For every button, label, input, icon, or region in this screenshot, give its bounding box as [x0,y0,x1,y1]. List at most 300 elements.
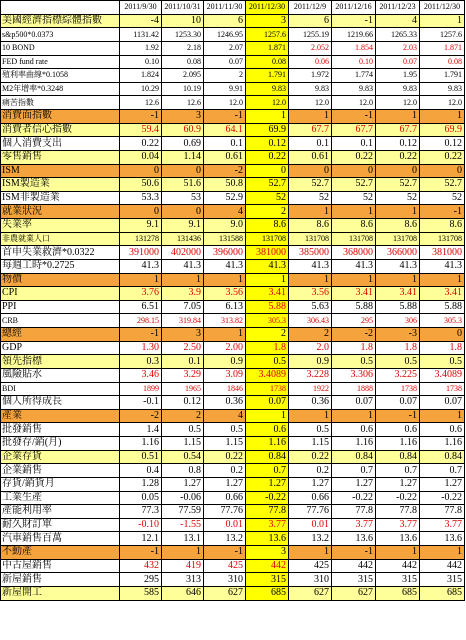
table-row [1,55,465,69]
cell-value: 1.15 [289,437,332,451]
table-row [1,14,465,28]
cell-value: 131708 [246,232,289,246]
table-row [1,69,465,83]
row-label: 批發銷售 [1,423,120,437]
row-label: 痛苦指數 [1,96,120,110]
table-row [1,409,465,423]
cell-value: 1 [204,328,246,342]
cell-value: -2 [120,409,162,423]
cell-value: 6.13 [204,300,246,314]
cell-value: 0.07 [376,396,420,410]
table-row [1,396,465,410]
cell-value: 385000 [289,246,332,260]
cell-value: -0.22 [420,491,465,505]
cell-value: 0.10 [120,55,162,69]
date-header: 2011/12/30 [246,1,289,15]
cell-value: 306.43 [289,314,332,328]
cell-value: 1 [289,546,332,560]
cell-value: 0.5 [376,355,420,369]
cell-value: 1 [289,205,332,219]
cell-value: 7.05 [162,300,204,314]
cell-value: 59.4 [120,123,162,137]
cell-value: 0.5 [246,355,289,369]
cell-value: 368000 [332,246,376,260]
cell-value: 13.1 [162,532,204,546]
cell-value: 305.3 [420,314,465,328]
cell-value: 1922 [289,382,332,396]
cell-value: 2 [204,69,246,83]
cell-value: 0.36 [289,396,332,410]
cell-value: 0 [420,164,465,178]
cell-value: 1 [289,409,332,423]
cell-value: 0 [162,164,204,178]
cell-value: 52.7 [289,178,332,192]
cell-value: 5.88 [420,300,465,314]
cell-value: -1 [120,328,162,342]
cell-value: 52.7 [332,178,376,192]
cell-value: 9.83 [332,82,376,96]
cell-value: 3 [162,328,204,342]
cell-value: 425 [204,559,246,573]
cell-value: -0.22 [376,491,420,505]
cell-value: 685 [376,586,420,600]
table-row [1,423,465,437]
cell-value: 67.7 [332,123,376,137]
cell-value: 9.83 [289,82,332,96]
cell-value: 12.1 [120,532,162,546]
cell-value: 41.3 [376,259,420,273]
cell-value: 131708 [332,232,376,246]
cell-value: 442 [332,559,376,573]
cell-value: 0.5 [162,423,204,437]
cell-value: 1738 [246,382,289,396]
cell-value: 77.59 [162,505,204,519]
cell-value: 0.8 [162,464,204,478]
cell-value: 1 [332,273,376,287]
table-row [1,150,465,164]
cell-value: -1.55 [162,518,204,532]
cell-value: 41.3 [420,259,465,273]
cell-value: 627 [289,586,332,600]
table-row [1,464,465,478]
cell-value: 1265.33 [376,28,420,42]
cell-value: 1.972 [289,69,332,83]
table-row [1,300,465,314]
cell-value: 10.29 [120,82,162,96]
row-label: 不動產 [1,546,120,560]
table-row [1,491,465,505]
cell-value: 0.2 [289,464,332,478]
cell-value: 1 [289,273,332,287]
cell-value: 41.3 [246,259,289,273]
cell-value: 646 [162,586,204,600]
cell-value: 627 [204,586,246,600]
table-row [1,450,465,464]
cell-value: 131708 [420,232,465,246]
cell-value: 315 [246,573,289,587]
row-label: CRB [1,314,120,328]
cell-value: 5.88 [332,300,376,314]
cell-value: 1.27 [420,477,465,491]
cell-value: 3.4089 [420,368,465,382]
cell-value: 0.01 [289,518,332,532]
cell-value: 1.16 [246,437,289,451]
table-row [1,586,465,600]
cell-value: 41.3 [162,259,204,273]
cell-value: 1 [376,110,420,124]
cell-value: -1 [332,110,376,124]
cell-value: 1.791 [420,69,465,83]
cell-value: 0 [162,205,204,219]
cell-value: 3.41 [332,287,376,301]
cell-value: 1.15 [204,437,246,451]
row-label: CPI [1,287,120,301]
cell-value: 685 [420,586,465,600]
cell-value: 1.871 [246,41,289,55]
table-row [1,219,465,233]
cell-value: 9.91 [204,82,246,96]
cell-value: -0.10 [120,518,162,532]
cell-value: 3.9 [162,287,204,301]
cell-value: 1.871 [420,41,465,55]
cell-value: 0.3 [120,355,162,369]
table-row [1,287,465,301]
cell-value: 3.56 [204,287,246,301]
cell-value: 1 [376,205,420,219]
table-row [1,505,465,519]
cell-value: 1 [420,110,465,124]
table-row [1,355,465,369]
cell-value: 3.56 [289,287,332,301]
table-row [1,232,465,246]
cell-value: 0 [246,164,289,178]
cell-value: 8.6 [246,219,289,233]
cell-value: 1 [246,273,289,287]
cell-value: 0 [120,164,162,178]
cell-value: 0.7 [420,464,465,478]
cell-value: 1.27 [289,477,332,491]
cell-value: -4 [120,14,162,28]
cell-value: 627 [332,586,376,600]
table-row [1,96,465,110]
cell-value: 1.8 [332,341,376,355]
cell-value: 295 [120,573,162,587]
cell-value: 1 [332,409,376,423]
cell-value: 3.09 [204,368,246,382]
cell-value: 3.225 [376,368,420,382]
cell-value: 2.00 [204,341,246,355]
cell-value: 4 [204,205,246,219]
cell-value: 52.7 [246,178,289,192]
cell-value: 0.22 [332,150,376,164]
cell-value: 0.01 [204,518,246,532]
cell-value: 0.69 [162,137,204,151]
table-row [1,546,465,560]
cell-value: -1 [120,110,162,124]
table-row [1,341,465,355]
cell-value: 0.04 [120,150,162,164]
cell-value: 0.6 [420,423,465,437]
cell-value: 305.3 [246,314,289,328]
cell-value: 0.9 [289,355,332,369]
cell-value: 2.0 [289,341,332,355]
cell-value: 10 [162,14,204,28]
cell-value: 13.6 [376,532,420,546]
cell-value: 0.7 [332,464,376,478]
table-row [1,573,465,587]
cell-value: 0.6 [376,423,420,437]
cell-value: -3 [376,328,420,342]
cell-value: 77.8 [246,505,289,519]
cell-value: 0.61 [289,150,332,164]
cell-value: 2 [246,205,289,219]
cell-value: -2 [204,164,246,178]
cell-value: 41.3 [289,259,332,273]
cell-value: 1 [376,546,420,560]
cell-value: 0.5 [332,355,376,369]
cell-value: -1 [204,110,246,124]
cell-value: 52.7 [420,178,465,192]
cell-value: 0.22 [246,150,289,164]
date-header: 2011/11/30 [204,1,246,15]
row-label: GDP [1,341,120,355]
cell-value: 3.77 [376,518,420,532]
cell-value: 0.54 [162,450,204,464]
cell-value: 402000 [162,246,204,260]
cell-value: 0.22 [376,150,420,164]
cell-value: 366000 [376,246,420,260]
cell-value: 0.07 [246,396,289,410]
cell-value: 1 [120,273,162,287]
cell-value: 1.28 [120,477,162,491]
cell-value: 52 [376,191,420,205]
cell-value: 12.0 [420,96,465,110]
table-row [1,477,465,491]
cell-value: -1 [332,546,376,560]
cell-value: 1.27 [162,477,204,491]
cell-value: 0.22 [420,150,465,164]
cell-value: 0.1 [289,137,332,151]
cell-value: 12.0 [332,96,376,110]
cell-value: 77.3 [120,505,162,519]
cell-value: -0.22 [246,491,289,505]
cell-value: -2 [332,328,376,342]
cell-value: 396000 [204,246,246,260]
row-label: 個人消費支出 [1,137,120,151]
cell-value: 8.6 [376,219,420,233]
date-header: 2011/12/23 [376,1,420,15]
cell-value: 315 [332,573,376,587]
table-row [1,559,465,573]
cell-value: 1 [162,546,204,560]
cell-value: 13.6 [246,532,289,546]
cell-value: 0.5 [204,423,246,437]
cell-value: 585 [120,586,162,600]
cell-value: 313 [162,573,204,587]
cell-value: 0.7 [376,464,420,478]
cell-value: 1738 [376,382,420,396]
row-label: 消費者信心指數 [1,123,120,137]
cell-value: 1.27 [204,477,246,491]
row-label: 批發存/銷(月) [1,437,120,451]
cell-value: 306 [376,314,420,328]
cell-value: 41.3 [120,259,162,273]
cell-value: 0.08 [420,55,465,69]
cell-value: 52 [246,191,289,205]
cell-value: 1899 [120,382,162,396]
row-label: 消費面指數 [1,110,120,124]
cell-value: 2 [162,409,204,423]
cell-value: 1.95 [376,69,420,83]
table-row [1,382,465,396]
cell-value: 3.41 [420,287,465,301]
cell-value: 0.5 [289,423,332,437]
cell-value: 2.052 [289,41,332,55]
cell-value: 1.92 [120,41,162,55]
cell-value: 52 [289,191,332,205]
row-label: BDI [1,382,120,396]
table-row [1,368,465,382]
cell-value: 0.66 [204,491,246,505]
cell-value: 2 [289,328,332,342]
cell-value: 1.14 [162,150,204,164]
cell-value: 13.6 [332,532,376,546]
table-row [1,314,465,328]
row-label: 中古屋銷售 [1,559,120,573]
cell-value: 9.1 [162,219,204,233]
cell-value: 0.10 [332,55,376,69]
row-label: 存貨/銷貨月 [1,477,120,491]
cell-value: 0.1 [162,355,204,369]
cell-value: 419 [162,559,204,573]
row-label: 領先指標 [1,355,120,369]
cell-value: 0 [420,328,465,342]
table-row [1,28,465,42]
cell-value: 1965 [162,382,204,396]
date-header: 2011/10/31 [162,1,204,15]
cell-value: 1 [162,273,204,287]
cell-value: 53 [162,191,204,205]
row-label: 殖利率曲線*0.1058 [1,69,120,83]
cell-value: 10.19 [162,82,204,96]
cell-value: 0.84 [332,450,376,464]
cell-value: 12.0 [376,96,420,110]
cell-value: 1 [289,110,332,124]
cell-value: 13.6 [420,532,465,546]
cell-value: 52 [332,191,376,205]
cell-value: 1.16 [376,437,420,451]
table-row [1,191,465,205]
cell-value: 53.3 [120,191,162,205]
cell-value: 1 [204,273,246,287]
cell-value: 3.29 [162,368,204,382]
cell-value: 1.791 [246,69,289,83]
cell-value: 67.7 [289,123,332,137]
cell-value: 1 [246,110,289,124]
cell-value: 425 [289,559,332,573]
cell-value: 1219.66 [332,28,376,42]
cell-value: 1 [420,409,465,423]
cell-value: 1738 [420,382,465,396]
cell-value: 131708 [289,232,332,246]
table-row [1,273,465,287]
cell-value: 0.07 [332,396,376,410]
cell-value: 3.41 [376,287,420,301]
cell-value: 1257.6 [420,28,465,42]
header-corner [1,1,120,15]
cell-value: 0.4 [120,464,162,478]
cell-value: 60.9 [162,123,204,137]
cell-value: 0 [332,164,376,178]
cell-value: 3 [246,14,289,28]
cell-value: 442 [420,559,465,573]
cell-value: 315 [376,573,420,587]
cell-value: 1.27 [376,477,420,491]
table-row [1,532,465,546]
table-row [1,164,465,178]
cell-value: 64.1 [204,123,246,137]
row-label: 耐久財訂單 [1,518,120,532]
cell-value: -1 [376,409,420,423]
cell-value: 1.8 [376,341,420,355]
cell-value: 3.77 [420,518,465,532]
table-row [1,328,465,342]
cell-value: 41.3 [204,259,246,273]
cell-value: 12.6 [120,96,162,110]
row-label: ISM [1,164,120,178]
cell-value: 0 [289,164,332,178]
cell-value: 77.8 [332,505,376,519]
cell-value: 3 [162,110,204,124]
cell-value: 0.22 [289,450,332,464]
cell-value: 0.9 [204,355,246,369]
table-row [1,41,465,55]
row-label: s&p500*0.0373 [1,28,120,42]
row-label: 風險貼水 [1,368,120,382]
cell-value: 13.2 [289,532,332,546]
cell-value: 0.7 [246,464,289,478]
cell-value: 131278 [120,232,162,246]
cell-value: 0.36 [204,396,246,410]
cell-value: 4 [204,409,246,423]
cell-value: 52.7 [376,178,420,192]
table-row [1,246,465,260]
cell-value: 315 [420,573,465,587]
cell-value: 442 [246,559,289,573]
table-row [1,205,465,219]
table-row [1,437,465,451]
cell-value: 1255.19 [289,28,332,42]
cell-value: 1.15 [162,437,204,451]
row-label: 非農就業人口 [1,232,120,246]
cell-value: 0.84 [246,450,289,464]
cell-value: 8.6 [289,219,332,233]
cell-value: 3.46 [120,368,162,382]
cell-value: -1 [332,14,376,28]
cell-value: 1.8 [246,341,289,355]
cell-value: 1 [332,205,376,219]
cell-value: 1.27 [246,477,289,491]
cell-value: 295 [332,314,376,328]
cell-value: 2.50 [162,341,204,355]
cell-value: 0.66 [289,491,332,505]
cell-value: 0.06 [289,55,332,69]
cell-value: 3.4089 [246,368,289,382]
cell-value: 0.2 [204,464,246,478]
row-label: 零售銷售 [1,150,120,164]
cell-value: 8.6 [332,219,376,233]
cell-value: 131708 [376,232,420,246]
